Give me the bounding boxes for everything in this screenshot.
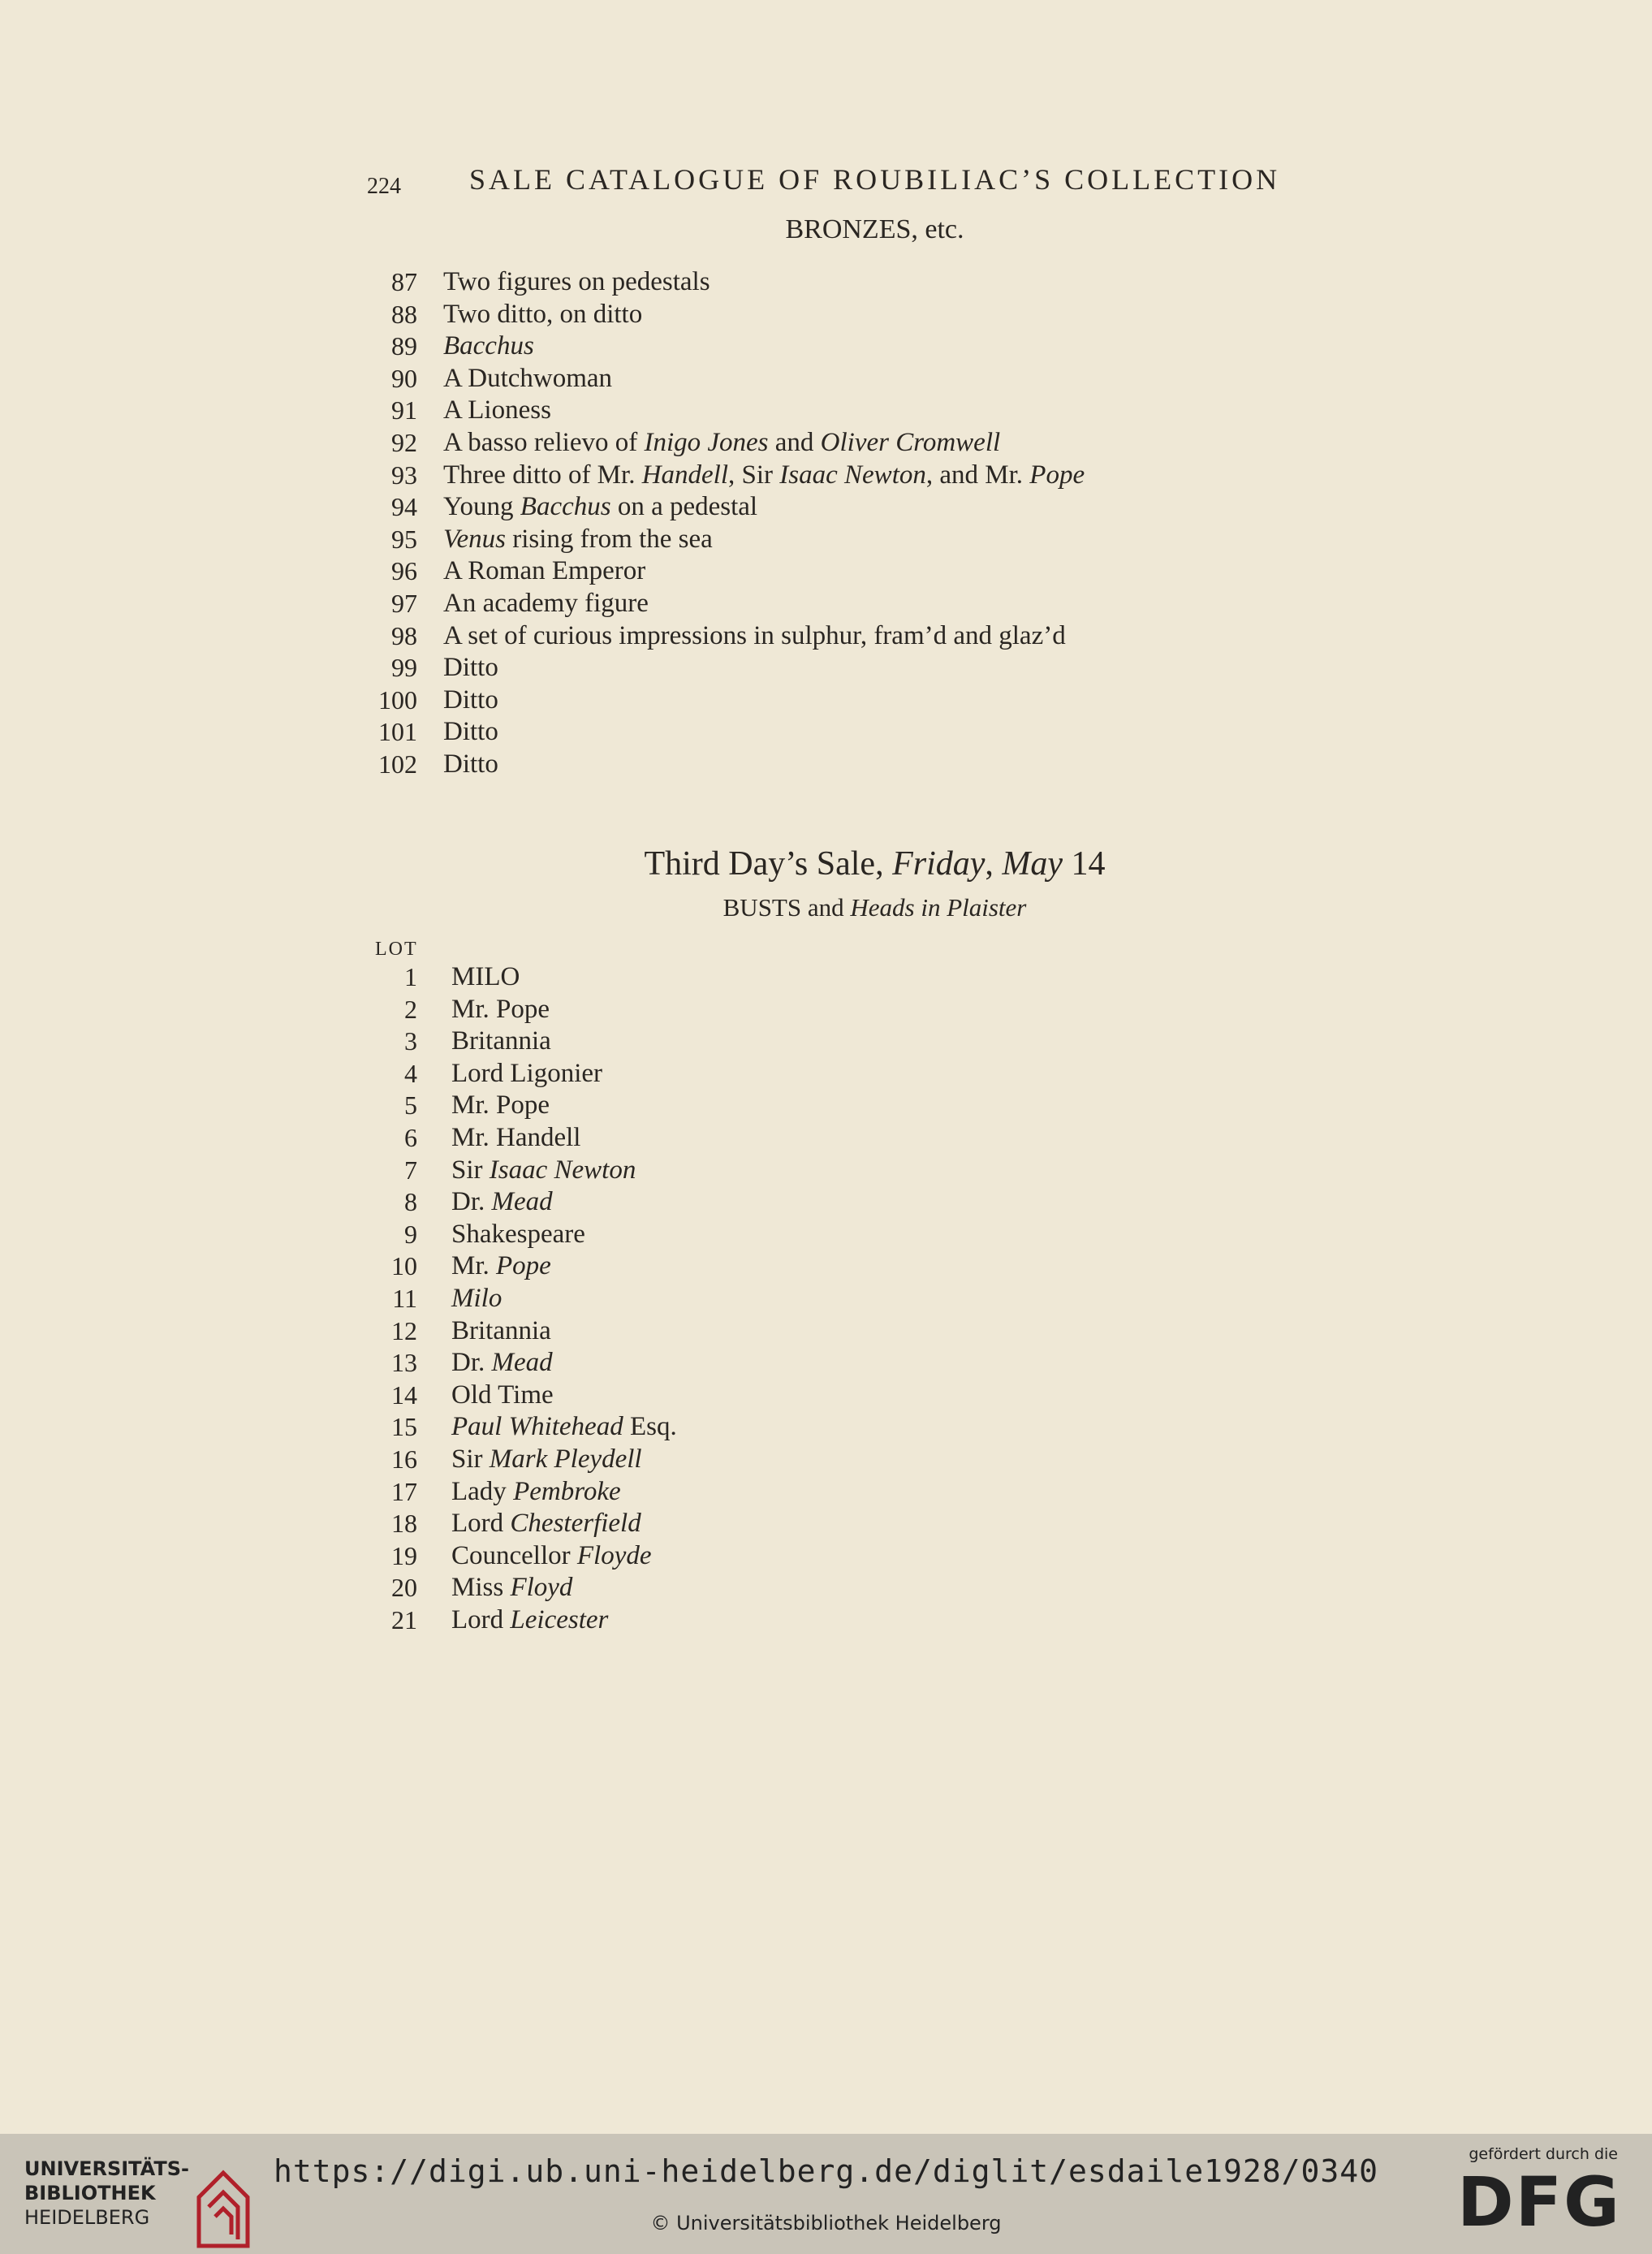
text-run: Third Day’s Sale,: [644, 845, 893, 883]
italic-text: Pope: [496, 1251, 551, 1281]
text-run: Three ditto of Mr.: [443, 460, 642, 490]
italic-text: Isaac Newton: [489, 1155, 636, 1185]
lot-description: [443, 266, 710, 299]
text-run: Mr. Handell: [451, 1122, 581, 1152]
italic-text: Inigo Jones: [644, 427, 769, 457]
italic-text: Friday: [892, 845, 986, 883]
lot-number: 1: [404, 962, 417, 991]
library-name-line2: BIBLIOTHEK: [24, 2182, 156, 2204]
lot-number: 92: [391, 427, 417, 457]
lot-description: [443, 620, 1066, 653]
text-run: Britannia: [451, 1026, 551, 1056]
lot-description: [451, 1380, 554, 1412]
lot-description: [443, 524, 713, 556]
text-run: A Dutchwoman: [443, 363, 613, 393]
italic-text: Milo: [451, 1283, 503, 1313]
lot-number: 4: [404, 1058, 417, 1088]
lot-number: 98: [391, 620, 417, 650]
lot-number: 10: [391, 1251, 417, 1281]
lot-description: [451, 1058, 602, 1090]
text-run: A set of curious impressions in sulphur, fram’d and glaz’d: [443, 620, 1066, 650]
italic-text: May: [1002, 845, 1063, 883]
lot-number: 8: [404, 1187, 417, 1217]
text-run: Miss: [451, 1573, 511, 1603]
lot-description: [451, 994, 550, 1026]
lot-description: [451, 1604, 608, 1637]
lot-number: 16: [391, 1444, 417, 1474]
text-run: Ditto: [443, 717, 498, 747]
page-number: 224: [367, 174, 401, 199]
lot-number: 87: [391, 267, 417, 296]
text-run: Mr. Pope: [451, 1090, 550, 1121]
text-run: Lord: [451, 1509, 511, 1539]
lot-description: [451, 1347, 553, 1380]
italic-text: Venus: [443, 524, 506, 554]
lot-number: 93: [391, 460, 417, 490]
text-run: A basso relievo of: [443, 427, 645, 457]
text-run: Lady: [451, 1476, 514, 1506]
italic-text: Isaac Newton: [779, 460, 926, 490]
lot-number: 99: [391, 653, 417, 683]
lot-number: 89: [391, 331, 417, 361]
lot-description: [451, 1122, 580, 1155]
italic-text: Floyd: [510, 1573, 573, 1603]
italic-text: Chesterfield: [510, 1509, 641, 1539]
text-run: Dr.: [451, 1187, 492, 1217]
dfg-logo: DFG: [1456, 2162, 1621, 2242]
text-run: Two figures on pedestals: [443, 267, 710, 296]
lot-description: [451, 1315, 551, 1348]
italic-text: Pope: [1029, 460, 1085, 490]
footer-bar: [0, 2134, 1652, 2252]
lot-description: [451, 1508, 641, 1540]
lot-number: 95: [391, 524, 417, 554]
text-run: , Sir: [728, 460, 780, 490]
italic-text: Leicester: [510, 1604, 609, 1634]
lot-description: [451, 1090, 550, 1122]
text-run: rising from the sea: [506, 524, 713, 554]
text-run: An academy figure: [443, 588, 649, 618]
italic-text: Oliver Cromwell: [820, 427, 1001, 457]
lot-description: [451, 1250, 551, 1283]
lot-description: [451, 961, 520, 994]
lot-description: [451, 1444, 642, 1476]
section-heading-bronzes: [49, 214, 1652, 245]
text-run: and: [768, 427, 821, 457]
document-url-link[interactable]: https://digi.ub.uni-heidelberg.de/diglit/esdaile1928/0340: [273, 2153, 1379, 2189]
text-run: Dr.: [451, 1348, 492, 1378]
italic-text: Bacchus: [443, 331, 534, 361]
lot-description: [443, 684, 498, 717]
text-run: Mr.: [451, 1251, 497, 1281]
italic-text: Heads in Plaister: [850, 893, 1027, 922]
lot-number: 19: [391, 1540, 417, 1570]
text-run: BUSTS and: [722, 893, 851, 922]
text-run: Old Time: [451, 1380, 554, 1410]
text-run: Mr. Pope: [451, 994, 550, 1024]
lot-description: [443, 749, 498, 781]
library-name-line1: UNIVERSITÄTS-: [24, 2157, 190, 2180]
lot-number: 21: [391, 1604, 417, 1634]
lot-description: [451, 1540, 652, 1573]
lot-number: 9: [404, 1219, 417, 1249]
lot-number: 96: [391, 556, 417, 586]
lot-description: [451, 1283, 502, 1315]
lot-description: [443, 652, 498, 684]
running-title: SALE CATALOGUE OF ROUBILIAC’S COLLECTION: [469, 163, 1281, 196]
lot-number: 15: [391, 1412, 417, 1442]
text-run: MILO: [451, 962, 520, 991]
text-run: A Roman Emperor: [443, 556, 646, 586]
text-run: Young: [443, 492, 520, 522]
lot-number: 5: [404, 1090, 417, 1121]
busts-subheading: [49, 893, 1652, 922]
text-run: 14: [1063, 845, 1106, 883]
lot-description: [443, 588, 649, 620]
lot-number: 88: [391, 299, 417, 329]
text-run: Sir: [451, 1155, 490, 1185]
text-run: Shakespeare: [451, 1219, 585, 1249]
lot-description: [443, 330, 534, 363]
lot-description: [443, 299, 642, 331]
italic-text: Mark Pleydell: [489, 1444, 642, 1474]
lot-number: 14: [391, 1380, 417, 1410]
lot-description: [451, 1411, 677, 1444]
lot-number: 7: [404, 1155, 417, 1185]
text-run: ,: [985, 845, 1003, 883]
text-run: Ditto: [443, 653, 498, 683]
lot-description: [443, 716, 498, 749]
lot-number: 6: [404, 1122, 417, 1152]
lot-number: 13: [391, 1348, 417, 1378]
text-run: A Lioness: [443, 395, 551, 425]
funder-block[interactable]: [1456, 2145, 1621, 2242]
lot-description: [451, 1476, 621, 1509]
lot-number: 90: [391, 363, 417, 393]
text-run: Lord: [451, 1604, 511, 1634]
lot-description: [443, 427, 1000, 460]
lot-number: 97: [391, 588, 417, 618]
lot-description: [443, 395, 551, 427]
page-header: [367, 162, 1341, 203]
text-run: Lord Ligonier: [451, 1058, 603, 1088]
italic-text: Floyde: [576, 1540, 652, 1570]
lot-number: 2: [404, 994, 417, 1024]
italic-text: Mead: [491, 1348, 553, 1378]
italic-text: Bacchus: [520, 492, 611, 522]
lot-number: 12: [391, 1315, 417, 1345]
italic-text: Paul Whitehead: [451, 1412, 623, 1442]
text-run: Two ditto, on ditto: [443, 299, 643, 329]
text-run: Britannia: [451, 1315, 551, 1345]
lot-description: [443, 460, 1085, 492]
lot-description: [451, 1186, 553, 1219]
text-run: on a pedestal: [610, 492, 758, 522]
bronzes-heading-text: BRONZES, etc.: [785, 214, 964, 244]
lot-description: [451, 1219, 585, 1251]
lot-number: 91: [391, 395, 417, 425]
text-run: Councellor: [451, 1540, 577, 1570]
lot-description: [451, 1572, 572, 1604]
lot-number: 3: [404, 1026, 417, 1056]
lot-description: [443, 363, 612, 395]
third-day-heading: [49, 844, 1652, 883]
lot-number: 94: [391, 492, 417, 522]
text-run: Sir: [451, 1444, 490, 1474]
text-run: , and Mr.: [925, 460, 1030, 490]
text-run: Ditto: [443, 684, 498, 715]
text-run: Ditto: [443, 749, 498, 779]
lot-number: 18: [391, 1509, 417, 1539]
lot-column-label: LOT: [375, 939, 418, 960]
text-run: Esq.: [623, 1412, 677, 1442]
italic-text: Pembroke: [513, 1476, 621, 1506]
lot-number: 102: [378, 749, 417, 779]
lot-number: 20: [391, 1573, 417, 1603]
italic-text: Mead: [491, 1187, 553, 1217]
lot-number: 101: [378, 717, 417, 747]
italic-text: Handell: [641, 460, 729, 490]
lot-description: [443, 555, 645, 588]
lot-number: 17: [391, 1476, 417, 1506]
lot-number: 11: [392, 1283, 417, 1313]
funder-note: gefördert durch die: [1469, 2145, 1618, 2163]
lot-description: [451, 1155, 636, 1187]
copyright-notice: © Universitätsbibliothek Heidelberg: [650, 2212, 1002, 2235]
lot-number: 100: [378, 684, 417, 715]
lot-description: [451, 1026, 551, 1058]
library-name-line3: HEIDELBERG: [24, 2206, 150, 2229]
lot-description: [443, 491, 757, 524]
